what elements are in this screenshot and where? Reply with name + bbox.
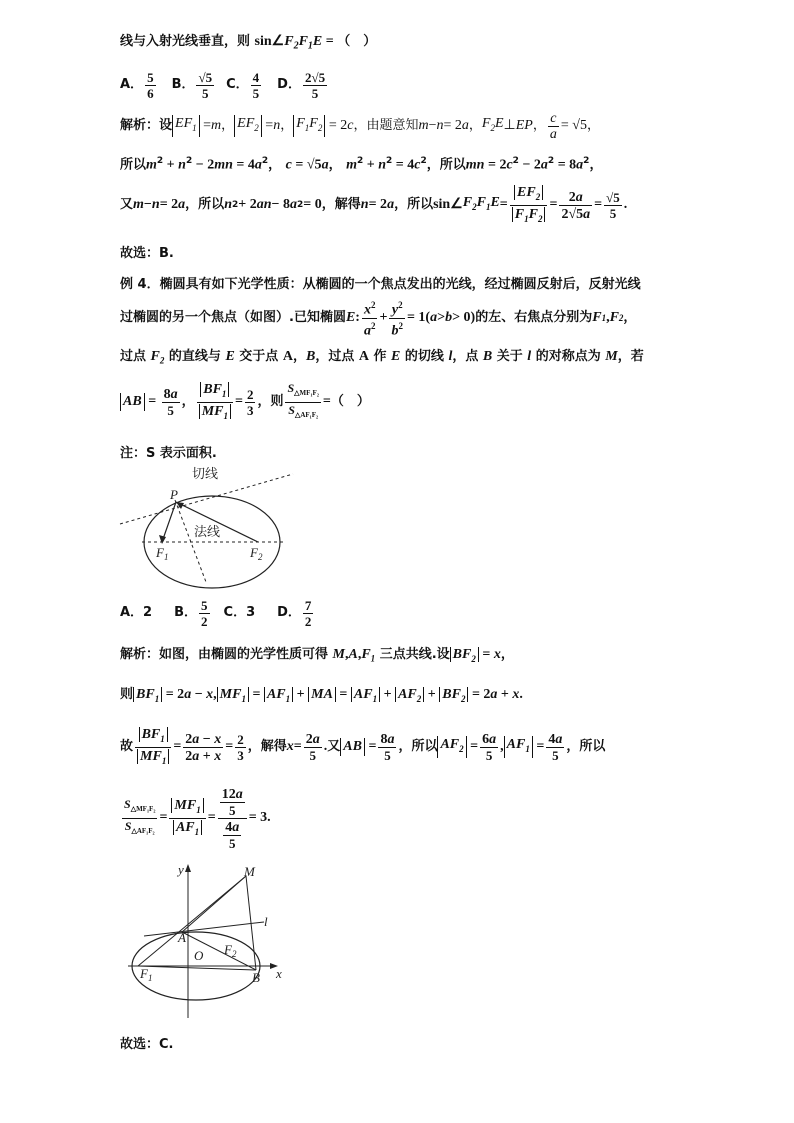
label-p: P	[170, 487, 178, 502]
incident-ray	[162, 502, 176, 542]
tangent-line-l	[144, 922, 264, 936]
label-tangent: 切线	[192, 466, 219, 481]
label-f1-2-sub: 1	[147, 973, 153, 983]
choice-d: D．	[277, 77, 301, 92]
q3-answer: 故选：B.	[120, 246, 174, 261]
q4-stem-line3: 过点 $F_2$ 的直线与 E 交于点 A，B，过点 A 作 E 的切线 l，点 B 关于 l 的对称点为 M，若	[120, 349, 644, 366]
label-f2-sub: 2	[257, 552, 263, 562]
label-f2	[249, 545, 263, 562]
q4-stem-line2: 过椭圆的另一个焦点（如图）.已知椭圆 E : $\frac{x^2}{a^2}$ + $\frac{y^2}{b^2}$ = 1( a > b > 0) 的左、右焦点分别为 F 1 , F 2 ，	[120, 300, 637, 338]
label-m: M	[244, 864, 255, 879]
q3-solution-line1: 解析：设 $EF_1$ = m ， $EF_2$ = n ， $F_1F_2$ = 2 c ，由题意知 m − n = 2 a ， $F_2E$ ⊥ EP ， $\frac{c}{a}$ = √5 ，	[120, 110, 600, 142]
label-f2-2	[223, 942, 237, 959]
q4-stem-line4: AB = $\frac{8a}{5}$ ， $\frac{BF_1}{MF_1}$ = $\frac{2}{3}$ ，则 $\frac{S_{\triangle MF_1F_2}}{S_{\triangle AF_1F_2}}$ = （ ）	[120, 382, 370, 422]
label-f1-2	[139, 966, 152, 983]
q3-solution-line3: 又 m − n = 2 a ，所以 n 2 + 2 an − 8 a 2 = 0 ，解得 n = 2 a ，所以 sin∠ $F_2F_1E$ = $\frac{EF_2}{F_1F_2}$ = $\frac{2a}{2√5a}$ = $\frac{√5}{5}$ .	[120, 184, 628, 224]
q3-stem: 线与入射光线垂直，则 $\sin\angle F_2F_1E$ = （ ）	[120, 34, 377, 52]
label-normal: 法线	[194, 524, 221, 539]
label-b: B	[252, 970, 260, 985]
q4-solution-line3: 故 $\frac{BF_1}{MF_1}$ = $\frac{2a - x}{2a + x}$ = $\frac{2}{3}$ ，解得 x = $\frac{2a}{5}$ . 又 AB = $\frac{8a}{5}$ ，所以 $AF_2$ = $\frac{6a}{5}$ , $AF_1$ = $\frac{4a}{5}$ ，所以	[120, 726, 606, 766]
ellipse-curve	[144, 496, 280, 588]
choice-c: C．	[226, 77, 249, 92]
choice-a: A．	[120, 77, 144, 92]
q4-choices: A．2 B． $\frac{5}{2}$ C．3 D． $\frac{7}{2}$	[120, 597, 312, 629]
q4-choice-b: B．	[174, 605, 198, 620]
label-f1-2-letter: F	[140, 966, 148, 981]
line-f1-b	[138, 966, 256, 970]
choice-b: B．	[171, 77, 195, 92]
label-a: A	[178, 930, 186, 945]
arrow-head-f1	[159, 535, 166, 544]
q4-choice-a: A．2	[120, 605, 153, 620]
ellipse-optics-figure	[118, 462, 308, 592]
label-x: x	[276, 966, 282, 981]
q4-answer: 故选：C.	[120, 1037, 174, 1052]
q3-solution-line2: 所以$m^2 + n^2 - 2mn = 4a^2$， c = √5a， $m^2 + n^2 = 4c^2$，所以mn = $2c^2 - 2a^2 = 8a^2$，	[120, 156, 603, 173]
q3-choices: A． $\frac{5}{6}$ B． $\frac{√5}{5}$ C． $\frac{4}{5}$ D． $\frac{2√5}{5}$	[120, 69, 326, 101]
label-f1-sub: 1	[163, 552, 169, 562]
q4-choice-c: C．3	[223, 605, 256, 620]
label-f2-letter: F	[250, 545, 258, 560]
label-o: O	[194, 948, 204, 963]
normal-line	[175, 500, 206, 582]
label-f2-2-letter: F	[224, 942, 232, 957]
label-y: y	[178, 862, 184, 877]
q4-solution-line4: $\frac{S_{\triangle MF_1F_2}}{S_{\triangle AF_1F_2}}$ = $\frac{MF_1}{AF_1}$ = $\frac{\frac{12a}{5}}{\frac{4a}{5}}$ = 3.	[124, 786, 271, 851]
line-a-m2	[182, 876, 246, 932]
y-axis-arrow	[185, 864, 191, 872]
q4-choice-d: D．	[277, 605, 301, 620]
q4-solution-line1: 解析：如图，由椭圆的光学性质可得 $M,A,F_1$ 三点共线.设 $BF_2 = x$，	[120, 647, 514, 664]
label-l: l	[264, 914, 268, 929]
ellipse-coordinate-figure	[124, 860, 294, 1020]
q4-stem-line1: 例 4．椭圆具有如下光学性质：从椭圆的一个焦点发出的光线，经过椭圆反射后，反射光线	[120, 277, 641, 292]
label-f2-2-sub: 2	[231, 949, 237, 959]
label-f1	[155, 545, 168, 562]
q4-note: 注：S 表示面积.	[120, 446, 217, 461]
label-f1-letter: F	[156, 545, 164, 560]
q4-solution-line2: 则 $BF_1 = 2a - x$, $MF_1 = AF_1$ + MA = $AF_1 + AF_2 + BF_2 = 2a + x$.	[120, 687, 523, 704]
